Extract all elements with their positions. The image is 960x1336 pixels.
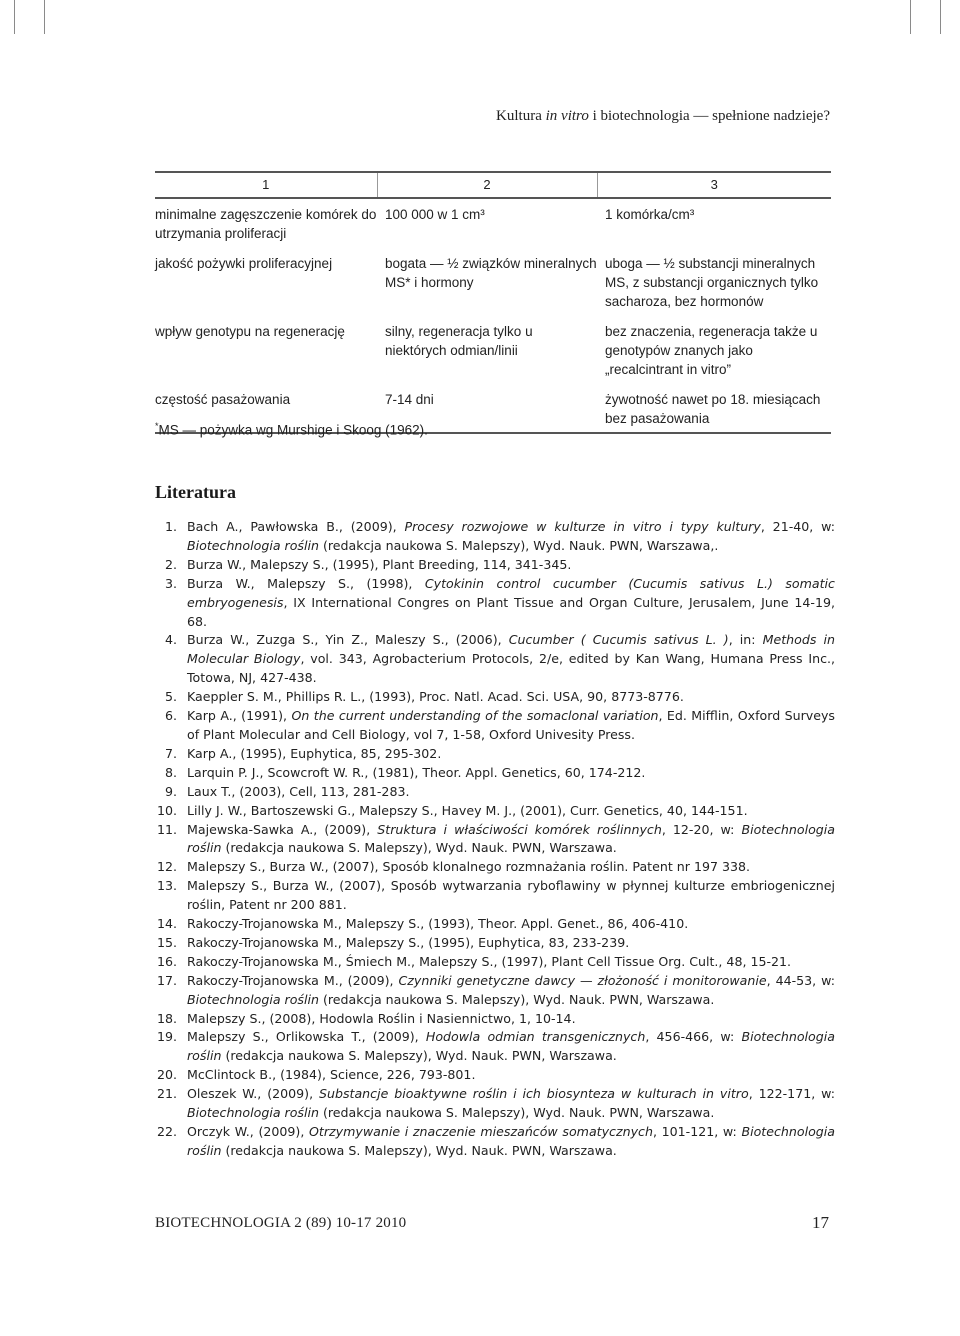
reference-text: , in: (728, 632, 763, 648)
reference-number: 9. (164, 783, 177, 799)
reference-item (155, 858, 835, 877)
table-cell: bogata — ½ związków mineralnych MS* i hormony (385, 256, 597, 290)
reference-item (155, 915, 835, 934)
footnote-mark: * (155, 421, 159, 431)
reference-text: , Ed. Mifflin, Oxford Surveys of Plant Molecular and Cell Biology, vol 7, 1-58, Oxford Univesity Press. (187, 708, 835, 742)
table-cell: jakość pożywki proliferacyjnej (155, 256, 333, 271)
reference-text: (redakcja naukowa S. Malepszy), Wyd. Nauk. PWN, Warszawa. (221, 840, 617, 856)
reference-item (155, 745, 835, 764)
reference-item (155, 972, 835, 1010)
reference-item (155, 934, 835, 953)
reference-text: Larquin P. J., Scowcroft W. R., (1981), Theor. Appl. Genetics, 60, 174-212. (187, 764, 646, 780)
table-row (155, 248, 831, 316)
reference-text: Bach A., Pawłowska B., (2009), (187, 519, 405, 534)
reference-text: , 12-20, w: (661, 821, 742, 837)
reference-item (155, 953, 835, 972)
reference-number: 6. (164, 708, 177, 724)
reference-text: Rakoczy-Trojanowska M., Malepszy S., (1995), Euphytica, 83, 233-239. (187, 934, 630, 950)
table-header-cell: 1 (155, 172, 377, 198)
reference-text: Karp A., (1991), (187, 708, 292, 724)
reference-number: 18. (156, 1010, 177, 1026)
reference-title-italic: Biotechnologia roślin (187, 821, 835, 856)
reference-title-italic: Struktura i właściwości komórek roślinnych (377, 821, 662, 837)
reference-title-italic: Cytokinin control cucumber (Cucumis sativus L.) somatic embryogenesis (187, 575, 835, 610)
reference-item (155, 518, 835, 556)
table-header-row (155, 172, 831, 198)
reference-text: Kaeppler S. M., Phillips R. L., (1993), Proc. Natl. Acad. Sci. USA, 90, 8773-8776. (187, 689, 684, 705)
crop-mark-top-right-inner (910, 0, 911, 34)
table-row (155, 316, 831, 384)
reference-number: 19. (156, 1029, 177, 1045)
literature-heading: Literatura (155, 482, 236, 502)
reference-number: 7. (164, 745, 177, 761)
crop-mark-top-right-outer (940, 0, 941, 34)
reference-title-italic: Biotechnologia roślin (187, 537, 319, 553)
reference-item (155, 1028, 835, 1066)
reference-number: 2. (164, 556, 177, 572)
table-header-cell: 3 (597, 172, 831, 198)
reference-number: 15. (156, 934, 177, 950)
reference-item (155, 1066, 835, 1085)
running-head-part1: Kultura (496, 108, 546, 124)
reference-title-italic: Otrzymywanie i znaczenie mieszańców somatycznych (309, 1124, 653, 1139)
reference-number: 12. (156, 859, 177, 875)
reference-item (155, 802, 835, 821)
table-cell: bez znaczenia, regeneracja także u genotypów znanych jako „recalcintrant in vitro” (605, 324, 818, 377)
running-head (496, 108, 830, 125)
reference-number: 14. (156, 916, 177, 932)
reference-text: (redakcja naukowa S. Malepszy), Wyd. Nauk. PWN, Warszawa. (221, 1048, 617, 1064)
reference-text: , IX International Congres on Plant Tissue and Organ Culture, Jerusalem, June 14-19, 68. (187, 594, 835, 629)
reference-item (155, 1010, 835, 1029)
table-cell: minimalne zagęszczenie komórek do utrzymania proliferacji (155, 207, 377, 241)
reference-number: 3. (164, 575, 177, 591)
table-cell: 1 komórka/cm³ (605, 207, 695, 222)
reference-text: , 21-40, w: (760, 519, 836, 534)
reference-number: 21. (156, 1086, 177, 1102)
table-cell: uboga — ½ substancji mineralnych MS, z substancji organicznych tylko sacharoza, bez hormonów (605, 256, 819, 309)
reference-text: (redakcja naukowa S. Malepszy), Wyd. Nauk. PWN, Warszawa. (318, 991, 715, 1007)
footer-journal: BIOTECHNOLOGIA 2 (89) 10-17 2010 (155, 1215, 407, 1231)
reference-item (155, 631, 835, 688)
reference-number: 16. (156, 953, 177, 969)
reference-text: (redakcja naukowa S. Malepszy), Wyd. Nauk. PWN, Warszawa. (221, 1142, 617, 1158)
footnote-text: MS — pożywka wg Murshige i Skoog (1962). (158, 422, 428, 438)
reference-title-italic: Methods in Molecular Biology (187, 632, 836, 667)
reference-item (155, 575, 835, 632)
reference-text: Rakoczy-Trojanowska M., Malepszy S., (1993), Theor. Appl. Genet., 86, 406-410. (187, 916, 689, 932)
reference-text: Burza W., Zuzga S., Yin Z., Maleszy S., (2006), (187, 632, 509, 648)
reference-number: 8. (164, 764, 177, 780)
reference-title-italic: Procesy rozwojowe w kulturze in vitro i typy kultury (404, 519, 761, 534)
reference-text: Lilly J. W., Bartoszewski G., Malepszy S., Havey M. J., (2001), Curr. Genetics, 40, 144-151. (187, 802, 748, 818)
reference-number: 1. (164, 519, 177, 534)
reference-text: McClintock B., (1984), Science, 226, 793-801. (187, 1067, 476, 1083)
reference-item (155, 1123, 835, 1161)
reference-text: Laux T., (2003), Cell, 113, 281-283. (187, 783, 410, 799)
reference-text: Rakoczy-Trojanowska M., Śmiech M., Malepszy S., (1997), Plant Cell Tissue Org. Cult., 48, 15-21. (187, 953, 792, 969)
table-cell: silny, regeneracja tylko u niektórych odmian/linii (385, 324, 533, 358)
reference-item (155, 556, 835, 575)
table-cell: wpływ genotypu na regenerację (155, 324, 345, 339)
reference-text: Rakoczy-Trojanowska M., (2009), (187, 972, 399, 988)
reference-item (155, 1085, 835, 1123)
page-number: 17 (812, 1213, 829, 1232)
reference-title-italic: Hodowla odmian transgenicznych (425, 1029, 646, 1045)
reference-text: Karp A., (1995), Euphytica, 85, 295-302. (187, 745, 442, 761)
table-cell: żywotność nawet po 18. miesiącach bez pasażowania (597, 384, 831, 433)
reference-text: Malepszy S., Burza W., (2007), Sposób wytwarzania ryboflawiny w płynnej kulturze embriogenicznej roślin, Patent nr 200 881. (187, 878, 835, 913)
reference-item (155, 783, 835, 802)
reference-title-italic: On the current understanding of the somaclonal variation (291, 708, 659, 724)
table-cell: 7-14 dni (377, 384, 597, 433)
reference-text: Oleszek W., (2009), (187, 1086, 319, 1102)
reference-title-italic: Substancje bioaktywne roślin i ich biosynteza w kulturach in vitro (318, 1086, 749, 1102)
running-head-part3: i biotechnologia — spełnione nadzieje? (588, 108, 830, 124)
comparison-table-wrap (155, 171, 831, 434)
table-row (155, 198, 831, 248)
reference-title-italic: Biotechnologia roślin (187, 991, 319, 1007)
reference-item (155, 821, 835, 859)
reference-text: Burza W., Malepszy S., (1998), (187, 575, 425, 591)
reference-title-italic: Biotechnologia roślin (187, 1105, 319, 1121)
reference-text: Burza W., Malepszy S., (1995), Plant Breeding, 114, 341-345. (187, 556, 572, 572)
reference-number: 20. (156, 1067, 177, 1083)
reference-item (155, 688, 835, 707)
reference-title-italic: Biotechnologia roślin (187, 1029, 835, 1064)
reference-item (155, 877, 835, 915)
reference-text: (redakcja naukowa S. Malepszy), Wyd. Nauk. PWN, Warszawa. (318, 1105, 715, 1121)
table-header-cell: 2 (377, 172, 597, 198)
reference-text: Malepszy S., Orlikowska T., (2009), (187, 1029, 426, 1045)
reference-number: 17. (156, 972, 177, 988)
table-cell: częstość pasażowania (155, 384, 377, 433)
reference-text: , vol. 343, Agrobacterium Protocols, 2/e, edited by Kan Wang, Humana Press Inc., Totowa, NJ, 427-438. (187, 651, 835, 686)
crop-mark-top-left-outer (14, 0, 15, 34)
reference-text: Malepszy S., (2008), Hodowla Roślin i Nasiennictwo, 1, 10-14. (187, 1010, 576, 1026)
reference-title-italic: Czynniki genetyczne dawcy — złożoność i monitorowanie (398, 972, 767, 988)
reference-title-italic: Biotechnologia roślin (187, 1124, 835, 1158)
reference-text: Majewska-Sawka A., (2009), (187, 821, 378, 837)
reference-text: , 122-171, w: (748, 1086, 835, 1102)
reference-number: 22. (156, 1124, 177, 1139)
reference-number: 10. (156, 802, 177, 818)
reference-item (155, 764, 835, 783)
reference-title-italic: Cucumber ( Cucumis sativus L. ) (508, 632, 729, 648)
reference-text: Orczyk W., (2009), (187, 1124, 310, 1139)
reference-list (155, 518, 835, 1161)
crop-mark-top-left-inner (44, 0, 45, 34)
table-footnote (155, 421, 428, 438)
reference-number: 11. (156, 821, 177, 837)
table-cell: 100 000 w 1 cm³ (385, 207, 485, 222)
reference-number: 5. (164, 689, 177, 705)
reference-text: , 44-53, w: (766, 972, 835, 988)
reference-text: (redakcja naukowa S. Malepszy), Wyd. Nauk. PWN, Warszawa,. (318, 537, 719, 553)
reference-number: 13. (156, 878, 177, 894)
reference-text: Malepszy S., Burza W., (2007), Sposób klonalnego rozmnażania roślin. Patent nr 197 338. (187, 859, 751, 875)
comparison-table (155, 171, 831, 434)
running-head-italic: in vitro (545, 108, 589, 124)
reference-text: , 101-121, w: (652, 1124, 742, 1139)
reference-text: , 456-466, w: (645, 1029, 742, 1045)
reference-item (155, 707, 835, 745)
reference-number: 4. (164, 632, 177, 648)
